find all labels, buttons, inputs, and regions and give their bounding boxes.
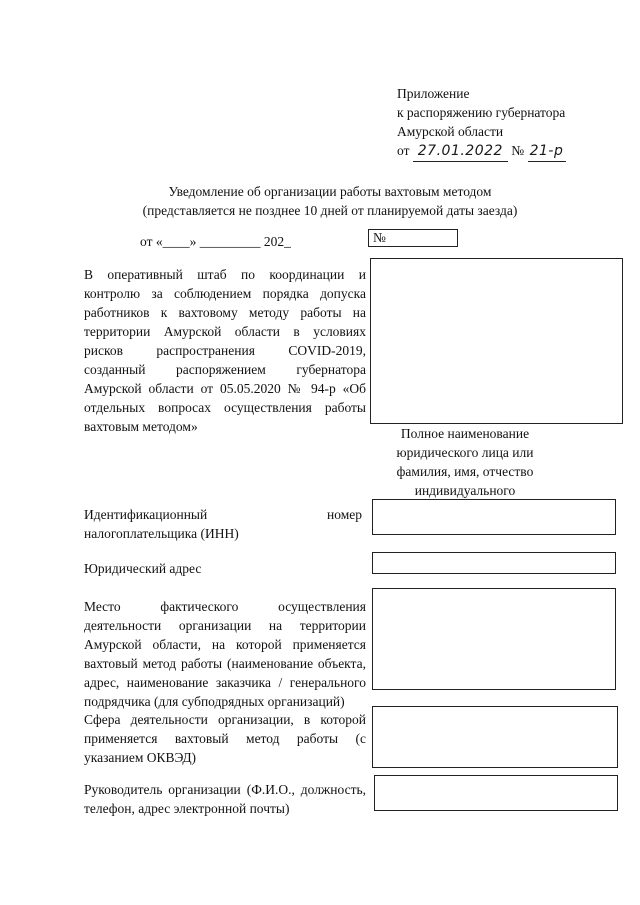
appendix-date-number-line [397,141,627,162]
appendix-header [397,84,627,162]
org-name-caption: Полное наименование юридического лица или фамилия, имя, отчество индивидуального [396,426,534,498]
head-label: Руководитель организации (Ф.И.О., должность, телефон, адрес электронной почты) [84,782,366,816]
activity-label: Сфера деятельности организации, в которой применяется вахтовый метод работы (с указанием ОКВЭД) [84,712,366,765]
addressee-text: В оперативный штаб по координации и контролю за соблюдением порядка допуска работников к вахтовому методу работы на территории Амурской области в условиях рисков распространения COVID-2019, созданный распоряжением губернатора Амурской области от 05.05.2020 № 94-р «Об отдельных вопросах осуществления работы вахтовым методом» [84,267,366,434]
legal-address-label: Юридический адрес [84,561,202,576]
appendix-number-value: 21-р [528,142,566,162]
title-line-1: Уведомление об организации работы вахтовым методом [168,184,492,199]
activity-field[interactable] [372,706,618,768]
notice-number-label: № [373,230,386,245]
inn-label: Идентификационный номер налогоплательщика (ИНН) [84,507,362,541]
head-field[interactable] [374,775,618,811]
work-place-field[interactable] [372,588,616,690]
appendix-date-prefix: от [397,143,410,158]
appendix-line-2: к распоряжению губернатора [397,105,566,120]
work-place-label: Место фактического осуществления деятельности организации на территории Амурской области, на которой применяется вахтовый метод работы (наименование объекта, адрес, наименование заказчика / генерального подрядчика (для субподрядных организаций) [84,599,366,709]
legal-address-field[interactable] [372,552,616,574]
notice-number-field[interactable] [368,229,458,247]
appendix-line-3: Амурской области [397,124,504,139]
appendix-number-prefix: № [511,143,525,158]
document-title [80,182,580,220]
notice-date-line: от «____» _________ 202_ [140,234,291,249]
appendix-line-1: Приложение [397,86,470,101]
appendix-date-value: 27.01.2022 [413,142,508,162]
org-name-field[interactable] [370,258,623,424]
title-line-2: (представляется не позднее 10 дней от планируемой даты заезда) [142,203,518,218]
inn-field[interactable] [372,499,616,535]
